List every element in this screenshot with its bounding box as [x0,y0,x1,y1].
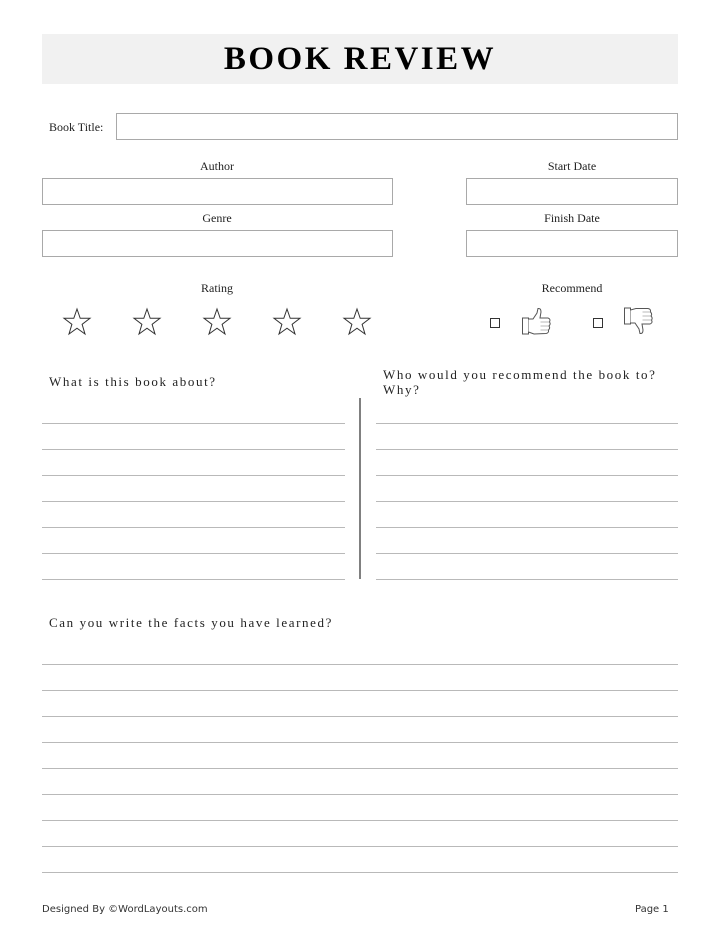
finish-date-label: Finish Date [544,211,600,225]
footer-credit: Designed By ©WordLayouts.com [42,904,208,915]
page-number: Page 1 [635,904,669,915]
writing-line [42,820,678,821]
star-icon[interactable] [272,307,302,337]
thumbs-down-icon [623,306,655,336]
writing-line [42,872,678,873]
thumbs-up-icon [521,307,553,337]
writing-line [42,527,345,528]
author-input[interactable] [42,178,393,205]
writing-line [42,664,678,665]
writing-line [376,553,678,554]
book-title-label: Book Title: [49,120,104,134]
writing-line [42,475,345,476]
writing-line [42,553,345,554]
writing-line [376,579,678,580]
title-banner [42,34,678,84]
star-icon[interactable] [62,307,92,337]
finish-date-input[interactable] [466,230,678,257]
start-date-label: Start Date [547,159,597,173]
recommend-yes-checkbox[interactable] [490,318,500,328]
writing-line [376,501,678,502]
question-facts-learned: Can you write the facts you have learned? [49,615,333,630]
writing-line [42,579,345,580]
question-recommend-to [383,367,657,397]
writing-line [42,449,345,450]
start-date-input[interactable] [466,178,678,205]
genre-input[interactable] [42,230,393,257]
recommend-label: Recommend [541,281,603,295]
writing-line [42,690,678,691]
recommend-no-checkbox[interactable] [593,318,603,328]
writing-line [42,742,678,743]
genre-label: Genre [202,211,232,225]
question-book-about: What is this book about? [49,374,217,389]
writing-line [42,768,678,769]
question-recommend-to-line2: Why? [383,382,421,397]
writing-line [42,423,345,424]
writing-line [376,449,678,450]
writing-line [376,475,678,476]
column-divider [359,398,361,579]
rating-label: Rating [201,281,233,295]
writing-line [376,527,678,528]
question-recommend-to-line1: Who would you recommend the book to? [383,367,657,382]
rating-stars [62,307,382,339]
author-label: Author [200,159,234,173]
writing-line [42,501,345,502]
page-title: BOOK REVIEW [223,40,497,77]
writing-line [42,794,678,795]
star-icon[interactable] [132,307,162,337]
star-icon[interactable] [202,307,232,337]
writing-line [376,423,678,424]
writing-line [42,716,678,717]
star-icon[interactable] [342,307,372,337]
book-title-input[interactable] [116,113,678,140]
writing-line [42,846,678,847]
